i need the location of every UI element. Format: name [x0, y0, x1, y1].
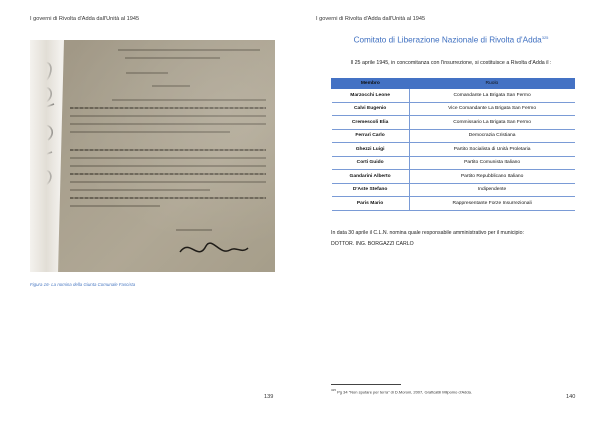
- member-role: Partito Repubblicano Italiano: [409, 170, 574, 184]
- table-row: [332, 116, 575, 130]
- section-heading-text: Comitato di Liberazione Nazionale di Rivolta d'Adda: [353, 35, 542, 45]
- administrator-note: In data 30 aprile il C.L.N. nomina quale responsabile amministrativo per il municipio:: [331, 230, 524, 236]
- member-name: Paris Mario: [332, 197, 410, 211]
- left-running-head: I governi di Rivolta d'Adda dall'Unità al 1945: [30, 16, 140, 22]
- member-name: Calvi Eugenio: [332, 102, 410, 116]
- column-header-role: Ruolo: [409, 79, 574, 89]
- figure-caption: Figura 16- La nomina della Giunta Comunale Fascista: [30, 282, 136, 287]
- members-table: [331, 78, 575, 211]
- member-role: Indipendente: [409, 183, 574, 197]
- section-heading: [316, 35, 586, 45]
- table-row: [332, 129, 575, 143]
- member-name: Ferrari Carlo: [332, 129, 410, 143]
- table-row: [332, 102, 575, 116]
- member-name: Ghezzi Luigi: [332, 143, 410, 157]
- table-row: [332, 143, 575, 157]
- left-page-number: 139: [264, 394, 274, 400]
- member-name: Gandarini Alberto: [332, 170, 410, 184]
- member-role: Partito Socialista di Unità Proletaria: [409, 143, 574, 157]
- member-name: D'Aste Stefano: [332, 183, 410, 197]
- footnote-text: Pg 34 "Non sputare per terra" di D.Moroni, 2007, Graficatiii Milpomo d'Adda.: [337, 389, 472, 395]
- footnote: [331, 388, 472, 394]
- table-row: [332, 89, 575, 103]
- scanned-letter-image: [30, 40, 275, 272]
- heading-footnote-ref: 325: [541, 35, 549, 40]
- footnote-number: 325: [331, 388, 337, 392]
- table-row: [332, 156, 575, 170]
- table-row: [332, 197, 575, 211]
- member-role: Partito Comunista Italiano: [409, 156, 574, 170]
- member-name: Corti Guido: [332, 156, 410, 170]
- member-name: Marzocchi Leone: [332, 89, 410, 103]
- table-row: [332, 170, 575, 184]
- table-header-row: [332, 79, 575, 89]
- right-page: [300, 0, 600, 424]
- right-running-head: I governi di Rivolta d'Adda dall'Unità al 1945: [316, 16, 426, 22]
- intro-paragraph: Il 25 aprile 1945, in concomitanza con l'insurrezione, si costituisce a Rivolta d'Adda il :: [350, 60, 552, 66]
- member-role: Comandante La Brigata San Fermo: [409, 89, 574, 103]
- right-page-number: 140: [566, 394, 576, 400]
- member-name: Cremescoli Elia: [332, 116, 410, 130]
- footnote-divider: [331, 384, 401, 385]
- member-role: Vice Comandante La Brigata San Fermo: [409, 102, 574, 116]
- member-role: Commissario La Brigata San Fermo: [409, 116, 574, 130]
- table-row: [332, 183, 575, 197]
- member-role: Rappresentante Forze Insurrezionali: [409, 197, 574, 211]
- column-header-member: Membro: [332, 79, 410, 89]
- designee-name: DOTTOR. ING. BORGAZZI CARLO: [331, 241, 414, 247]
- member-role: Democrazia Cristiana: [409, 129, 574, 143]
- photo-light-overlay: [30, 40, 275, 272]
